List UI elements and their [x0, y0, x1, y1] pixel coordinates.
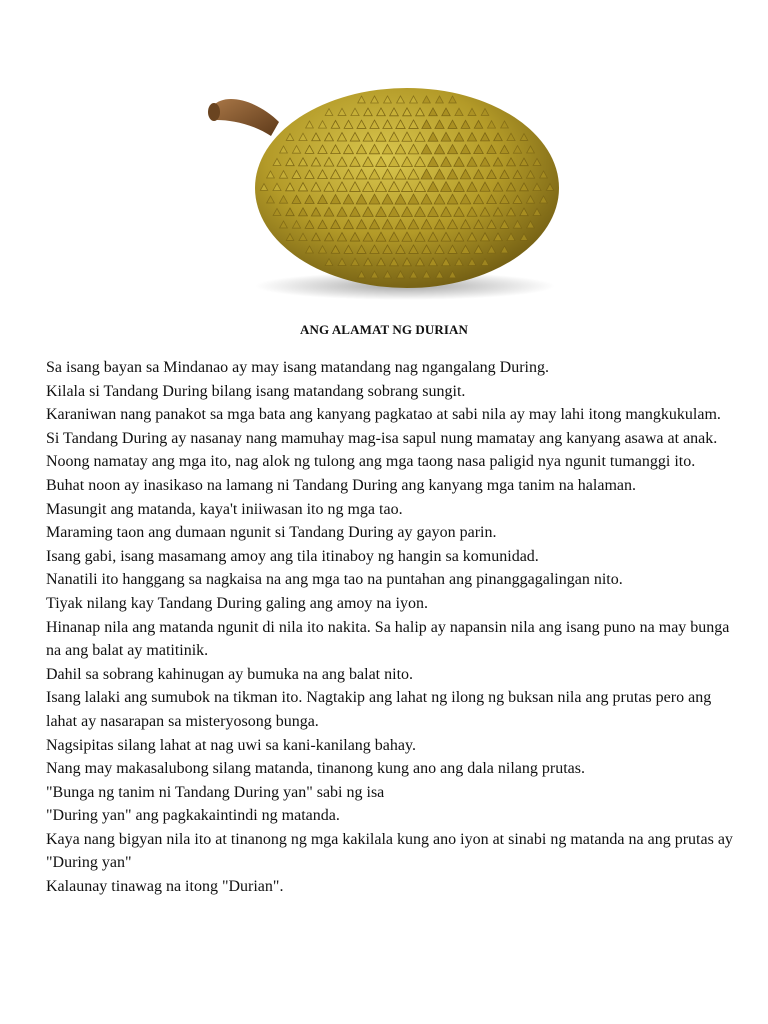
story-paragraph: "During yan" ang pagkakaintindi ng matanda.	[46, 807, 340, 825]
story-paragraph: Isang gabi, isang masamang amoy ang tila itinaboy ng hangin sa komunidad.	[46, 547, 539, 565]
story-paragraph: Kilala si Tandang During bilang isang matandang sobrang sungit.	[46, 382, 466, 400]
story-paragraph: Masungit ang matanda, kaya't iniiwasan ito ng mga tao.	[46, 500, 403, 518]
story-paragraph: Nanatili ito hanggang sa nagkaisa na ang mga tao na puntahan ang pinanggagalingan nito.	[46, 571, 623, 589]
story-paragraph: Maraming taon ang dumaan ngunit si Tandang During ay gayon parin.	[46, 524, 497, 542]
story-paragraph: Dahil sa sobrang kahinugan ay bumuka na ang balat nito.	[46, 665, 414, 683]
story-title: ANG ALAMAT NG DURIAN	[300, 322, 468, 337]
story-paragraph: Kalaunay tinawag na itong "Durian".	[46, 878, 284, 896]
story-paragraph: Sa isang bayan sa Mindanao ay may isang matandang nag ngangalang During.	[46, 359, 549, 376]
durian-stem-tip	[208, 103, 220, 121]
story-paragraph: Buhat noon ay inasikaso na lamang ni Tandang During ang kanyang mga tanim na halaman.	[46, 476, 636, 494]
story-paragraph: Noong namatay ang mga ito, nag alok ng tulong ang mga taong nasa paligid nya ngunit tumanggi ito.	[46, 453, 696, 471]
story-paragraph: "Bunga ng tanim ni Tandang During yan" sabi ng isa	[46, 783, 385, 801]
story-paragraph: Nagsipitas silang lahat at nag uwi sa kani-kanilang bahay.	[46, 736, 416, 754]
story-paragraph: Tiyak nilang kay Tandang During galing ang amoy na iyon.	[46, 594, 428, 612]
durian-fruit-icon	[195, 40, 575, 310]
durian-image	[195, 40, 575, 310]
story-text	[46, 356, 736, 899]
story-paragraph: Karaniwan nang panakot sa mga bata ang kanyang pagkatao at sabi nila ay may lahi itong mangkukulam.	[46, 406, 721, 424]
durian-stem	[213, 99, 279, 136]
story-paragraph: Hinanap nila ang matanda ngunit di nila ito nakita. Sa halip ay napansin nila ang isang puno na may bunga na ang balat ay matitinik.	[46, 618, 730, 660]
story-paragraph: Si Tandang During ay nasanay nang mamuhay mag-isa sapul nung mamatay ang kanyang asawa at anak.	[46, 429, 718, 447]
story-paragraph: Isang lalaki ang sumubok na tikman ito. Nagtakip ang lahat ng ilong ng buksan nila ang prutas pero ang lahat ay nasarapan sa misteryosong bunga.	[46, 689, 712, 730]
story-paragraph: Kaya nang bigyan nila ito at tinanong ng mga kakilala kung ano iyon at sinabi ng matanda na ang prutas ay "During yan"	[46, 830, 733, 872]
story-paragraph: Nang may makasalubong silang matanda, tinanong kung ano ang dala nilang prutas.	[46, 760, 585, 778]
